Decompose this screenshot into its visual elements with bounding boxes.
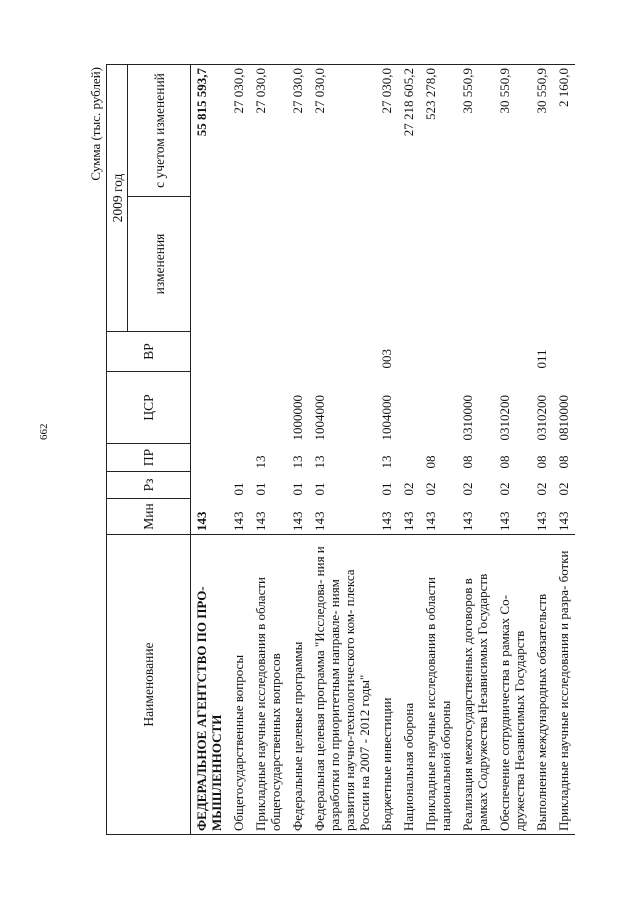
row-total: 55 815 593,7 — [191, 65, 229, 197]
row-vr — [420, 332, 457, 372]
row-changes — [457, 197, 494, 332]
row-name: Прикладные научные исследования в области национальной обороны — [420, 535, 457, 835]
row-changes — [420, 197, 457, 332]
row-total: 27 030,0 — [376, 65, 398, 197]
row-vr: 003 — [379, 349, 394, 369]
row-vr — [250, 332, 287, 372]
row-pr — [191, 444, 229, 472]
table-row — [553, 65, 575, 835]
row-pr — [398, 444, 420, 472]
row-name: Общегосударственные вопросы — [228, 535, 250, 835]
row-total: 30 550,9 — [531, 65, 553, 197]
row-vr — [553, 332, 575, 372]
table-row — [376, 65, 398, 835]
row-total: 27 030,0 — [309, 65, 376, 197]
row-csr: 1004000 — [312, 395, 327, 441]
row-name: Выполнение международных обязательств — [531, 535, 553, 835]
row-vr: 011 — [534, 349, 549, 369]
row-min: 143 — [423, 511, 438, 531]
row-csr: 0310200 — [534, 395, 549, 441]
row-rz — [191, 472, 229, 499]
row-min: 143 — [460, 511, 475, 531]
row-pr: 13 — [253, 455, 268, 469]
row-min: 143 — [312, 511, 327, 531]
row-pr: 08 — [423, 455, 438, 469]
row-total: 27 030,0 — [228, 65, 250, 197]
row-rz: 01 — [231, 482, 246, 496]
row-rz: 02 — [460, 482, 475, 496]
row-name: Федеральные целевые программы — [287, 535, 309, 835]
row-changes — [553, 197, 575, 332]
row-changes — [250, 197, 287, 332]
table-row — [420, 65, 457, 835]
row-min: 143 — [253, 511, 268, 531]
row-changes — [287, 197, 309, 332]
row-min: 143 — [231, 511, 246, 531]
row-vr — [457, 332, 494, 372]
table-row — [494, 65, 531, 835]
header-pr: ПР — [107, 444, 191, 472]
header-year: 2009 год — [107, 65, 128, 332]
row-rz: 02 — [497, 482, 512, 496]
row-csr: 0310200 — [497, 395, 512, 441]
row-name: ФЕДЕРАЛЬНОЕ АГЕНТСТВО ПО ПРО- МЫШЛЕННОСТИ — [191, 535, 229, 835]
row-pr: 08 — [460, 455, 475, 469]
row-vr — [398, 332, 420, 372]
row-total: 27 030,0 — [250, 65, 287, 197]
row-csr — [398, 372, 420, 444]
row-name: Национальная оборона — [398, 535, 420, 835]
header-changes: изменения — [128, 197, 191, 332]
row-changes — [191, 197, 229, 332]
row-name: Прикладные научные исследования и разра- ботки — [553, 535, 575, 835]
table-row — [228, 65, 250, 835]
row-csr: 0310000 — [460, 395, 475, 441]
row-min: 143 — [534, 511, 549, 531]
row-min: 143 — [290, 511, 305, 531]
row-csr — [420, 372, 457, 444]
row-csr — [228, 372, 250, 444]
row-name: Бюджетные инвестиции — [376, 535, 398, 835]
row-csr — [191, 372, 229, 444]
row-total: 30 550,9 — [494, 65, 531, 197]
header-csr: ЦСР — [107, 372, 191, 444]
row-pr: 08 — [497, 455, 512, 469]
row-total: 30 550,9 — [457, 65, 494, 197]
header-min: Мин — [107, 499, 191, 535]
row-min: 143 — [379, 511, 394, 531]
row-rz: 01 — [290, 482, 305, 496]
row-total: 2 160,0 — [553, 65, 575, 197]
row-vr — [494, 332, 531, 372]
row-vr — [287, 332, 309, 372]
row-vr — [309, 332, 376, 372]
row-changes — [398, 197, 420, 332]
row-pr: 08 — [534, 455, 549, 469]
header-rz: Рз — [107, 472, 191, 499]
row-name: Реализация межгосударственных договоров в рамках Содружества Независимых Государств — [457, 535, 494, 835]
row-changes — [309, 197, 376, 332]
row-rz: 01 — [312, 482, 327, 496]
row-name: Обеспечение сотрудничества в рамках Со- дружества Независимых Государств — [494, 535, 531, 835]
table-row — [398, 65, 420, 835]
row-rz: 02 — [534, 482, 549, 496]
row-rz: 02 — [556, 482, 571, 496]
budget-table — [106, 64, 575, 835]
row-rz: 02 — [401, 482, 416, 496]
row-rz: 01 — [253, 482, 268, 496]
row-pr: 13 — [379, 455, 394, 469]
row-pr: 13 — [312, 455, 327, 469]
row-vr — [228, 332, 250, 372]
table-row — [531, 65, 553, 835]
row-min: 143 — [556, 511, 571, 531]
row-changes — [376, 197, 398, 332]
units-label: Сумма (тыс. рублей) — [88, 67, 103, 181]
row-pr — [228, 444, 250, 472]
row-pr: 08 — [556, 455, 571, 469]
row-csr: 0810000 — [556, 395, 571, 441]
header-name: Наименование — [107, 535, 191, 835]
row-rz: 01 — [379, 482, 394, 496]
table-row — [191, 65, 229, 835]
row-name: Прикладные научные исследования в области общегосударственных вопросов — [250, 535, 287, 835]
table-row — [287, 65, 309, 835]
row-changes — [494, 197, 531, 332]
row-csr: 1000000 — [290, 395, 305, 441]
table-row — [457, 65, 494, 835]
row-vr — [191, 332, 229, 372]
row-changes — [531, 197, 553, 332]
table-row — [250, 65, 287, 835]
header-vr: ВР — [107, 332, 191, 372]
row-csr: 1004000 — [379, 395, 394, 441]
row-total: 27 218 605,2 — [398, 65, 420, 197]
row-changes — [228, 197, 250, 332]
page-number: 662 — [38, 423, 50, 440]
row-name: Федеральная целевая программа "Исследова- ния и разработки по приоритетным направле- ниям развития научно-технологического ком- плекса России на 2007 - 2012 годы" — [309, 535, 376, 835]
row-pr: 13 — [290, 455, 305, 469]
header-with-changes: с учетом изменений — [128, 65, 191, 197]
row-min: 143 — [497, 511, 512, 531]
row-rz: 02 — [423, 482, 438, 496]
row-min: 143 — [401, 511, 416, 531]
rotated-page-content — [88, 65, 571, 835]
table-row — [309, 65, 376, 835]
row-csr — [250, 372, 287, 444]
row-total: 27 030,0 — [287, 65, 309, 197]
row-total: 523 278,0 — [420, 65, 457, 197]
row-min: 143 — [194, 511, 209, 531]
